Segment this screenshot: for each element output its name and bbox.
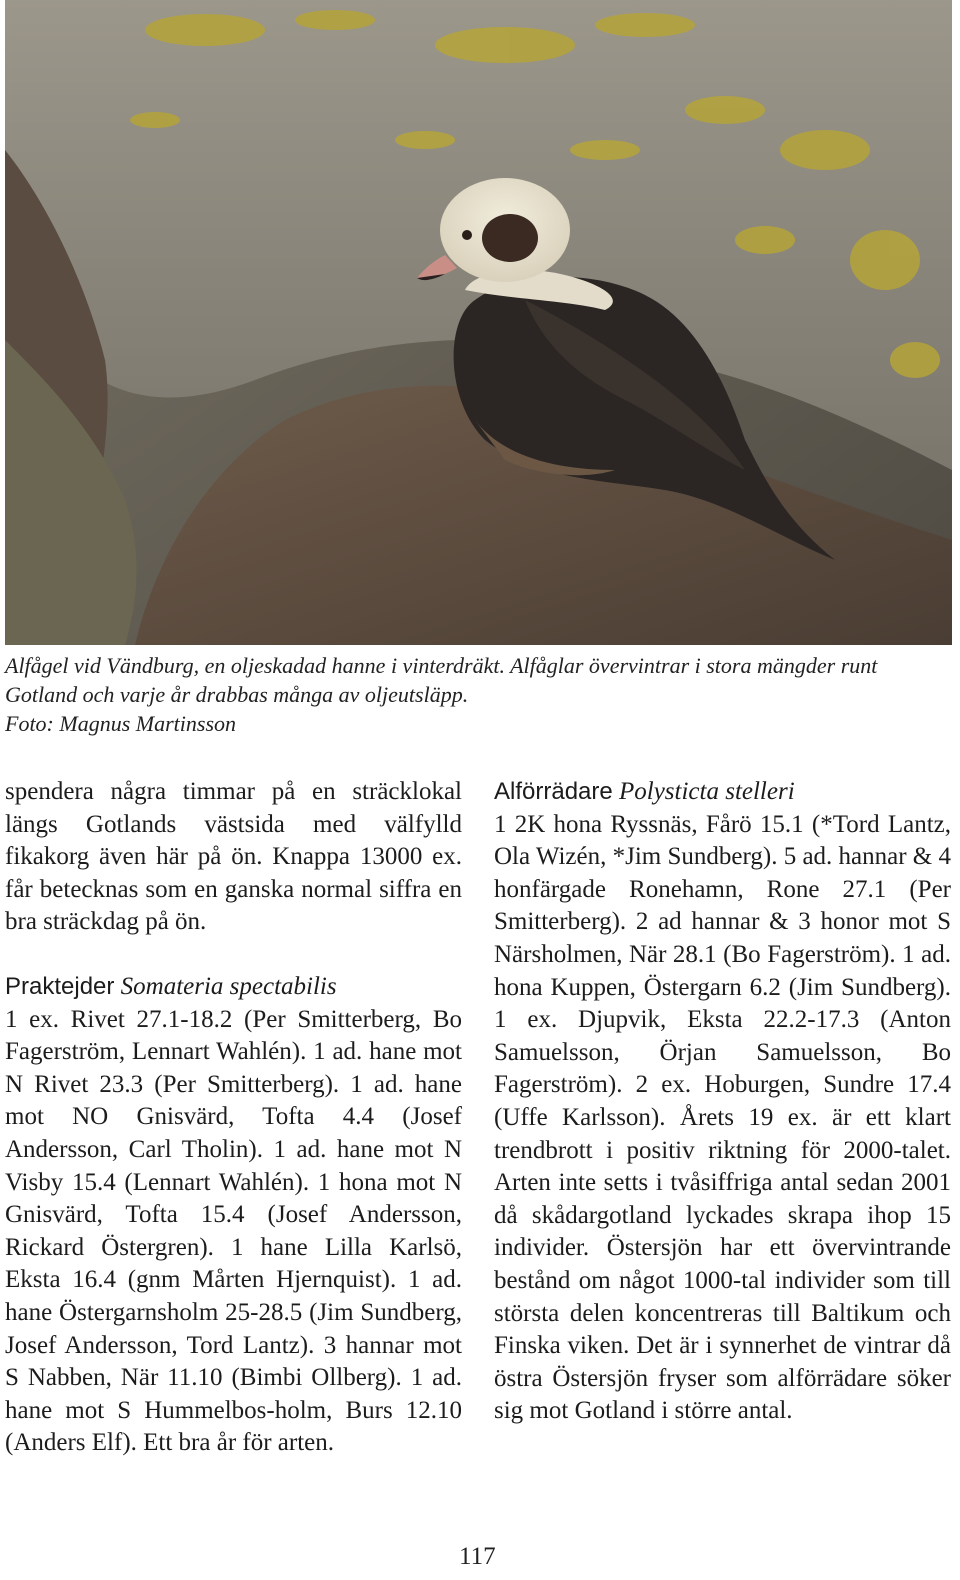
caption-text: Alfågel vid Vändburg, en oljeskadad hanne i vinterdräkt. Alfåglar övervintrar i stora mängder runt Gotland och varje år drabbas många av oljeutsläpp. (5, 653, 878, 707)
duck-photo (5, 0, 952, 645)
page-number: 117 (459, 1543, 496, 1570)
species-heading-alforradare (494, 776, 951, 809)
right-column (494, 776, 951, 1428)
intro-paragraph: spendera några timmar på en sträcklokal längs Gotlands västsida med välfylld fikakorg även här på ön. Knappa 13000 ex. får betecknas som en ganska normal siffra en bra sträckdag på ön. (5, 778, 462, 936)
left-column (5, 776, 462, 1460)
species-text-praktejder: 1 ex. Rivet 27.1-18.2 (Per Smitterberg, Bo Fagerström, Lennart Wahlén). 1 ad. hane mot N Rivet 23.3 (Per Smitterberg). 1 ad. hane mot NO Gnisvärd, Tofta 4.4 (Josef Andersson, Carl Tholin). 1 ad. hane mot N Visby 15.4 (Lennart Wahlén). 1 hona mot N Gnisvärd, Tofta 15.4 (Josef Andersson, Rickard Östergren). 1 hane Lilla Karlsö, Eksta 16.4 (gnm Mårten Hjernquist). 1 ad. hane Östergarnsholm 25-28.5 (Jim Sundberg, Josef Andersson, Tord Lantz). 3 hannar mot S Nabben, När 11.10 (Bimbi Ollberg). 1 ad. hane mot S Hummelbos-holm, Burs 12.10 (Anders Elf). Ett bra år för arten. (5, 1005, 462, 1457)
photo-caption (5, 651, 952, 738)
species-latin-name: Polysticta stelleri (618, 778, 795, 805)
species-name: Praktejder (5, 972, 115, 1000)
species-latin-name: Somateria spectabilis (120, 972, 337, 1000)
species-name: Alförrädare (494, 778, 613, 805)
species-text-alforradare: 1 2K hona Ryssnäs, Fårö 15.1 (*Tord Lantz, Ola Wizén, *Jim Sundberg). 5 ad. hannar & 4 honfärgade Ronehamn, Rone 27.1 (Per Smitterberg). 2 ad hannar & 3 honor mot S Närsholmen, När 28.1 (Bo Fagerström). 1 ad. hona Kuppen, Östergarn 6.2 (Jim Sundberg). 1 ex. Djupvik, Eksta 22.2-17.3 (Anton Samuelsson, Örjan Samuelsson, Bo Fagerström). 2 ex. Hoburgen, Sundre 17.4 (Uffe Karlsson). Årets 19 ex. är ett klart trendbrott i positiv riktning för 2000-talet. Arten inte setts i tvåsiffriga antal sedan 2001 då skådargotland lyckades skrapa ihop 15 individer. Östersjön har ett övervintrande bestånd om något 1000-tal individer som till största delen koncentreras till Baltikum och Finska viken. Det är i synnerhet de vintrar då östra Östersjön fryser som alförrädare söker sig mot Gotland i större antal. (494, 810, 952, 1425)
species-heading-praktejder (5, 971, 462, 1004)
duck-photo-illustration (5, 0, 952, 645)
photo-credit: Foto: Magnus Martinsson (5, 711, 236, 736)
